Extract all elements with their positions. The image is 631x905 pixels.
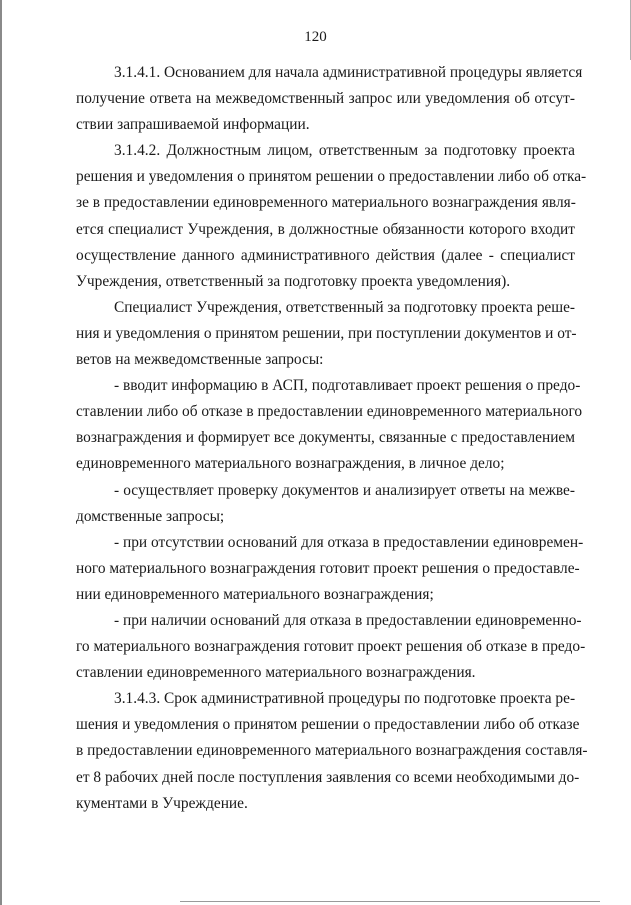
paragraph-p-bullet-4 <box>76 608 586 686</box>
text-line: нии единовременного материального вознаграждения; <box>76 585 434 603</box>
text-line: ется специалист Учреждения, в должностные обязанности которого входит <box>76 220 575 238</box>
text-line: кументами в Учреждение. <box>76 794 248 812</box>
paragraph-p-3-1-4-1 <box>76 60 583 138</box>
text-line: - осуществляет проверку документов и анализирует ответы на межве- <box>114 481 575 499</box>
text-line: получение ответа на межведомственный запрос или уведомления об отсут- <box>76 90 575 108</box>
text-line: 3.1.4.1. Основанием для начала административной процедуры является <box>114 64 583 81</box>
scan-bottom-edge <box>180 901 600 902</box>
document-body <box>76 60 588 817</box>
text-line: Учреждения, ответственный за подготовку проекта уведомления). <box>76 272 511 290</box>
text-line: решения и уведомления о принятом решении о предоставлении либо об отка- <box>76 168 587 186</box>
text-line: домственные запросы; <box>76 507 225 525</box>
text-line: ного материального вознаграждения готовит проект решения о предоставле- <box>76 559 580 577</box>
text-line: осуществление данного административного действия (далее - специалист <box>76 246 575 264</box>
page-number: 120 <box>304 29 327 45</box>
paragraph-p-3-1-4-2 <box>76 138 587 295</box>
text-line: ет 8 рабочих дней после поступления заявления со всеми необходимыми до- <box>76 768 580 786</box>
text-line: ставлении либо об отказе в предоставлении единовременного материального <box>76 403 583 421</box>
text-line: вознаграждения и формирует все документы, связанные с предоставлением <box>76 429 575 447</box>
text-line: 3.1.4.2. Должностным лицом, ответственным за подготовку проекта <box>114 142 575 160</box>
paragraph-p-bullet-3 <box>76 530 584 608</box>
text-line: ствии запрашиваемой информации. <box>76 116 310 134</box>
text-line: единовременного материального вознаграждения, в личное дело; <box>76 455 505 473</box>
paragraph-p-specialist <box>76 295 575 373</box>
paragraph-p-bullet-1 <box>76 373 583 477</box>
text-line: - при отсутствии оснований для отказа в предоставлении единовремен- <box>114 533 584 551</box>
text-line: Специалист Учреждения, ответственный за подготовку проекта реше- <box>114 298 576 316</box>
scan-left-edge <box>0 0 2 905</box>
text-line: зе в предоставлении единовременного материального вознаграждения явля- <box>76 194 576 212</box>
paragraph-p-3-1-4-3 <box>76 686 588 816</box>
text-line: в предоставлении единовременного материального вознаграждения составля- <box>76 742 588 760</box>
text-line: ния и уведомления о принятом решении, при поступлении документов и от- <box>76 324 577 342</box>
text-line: ветов на межведомственные запросы: <box>76 351 324 369</box>
text-line: 3.1.4.3. Срок административной процедуры по подготовке проекта ре- <box>114 690 576 708</box>
text-line: го материального вознаграждения готовит проект решения об отказе в предо- <box>76 638 586 656</box>
paragraph-p-bullet-2 <box>76 478 575 530</box>
text-line: ставлении единовременного материального вознаграждения. <box>76 664 476 682</box>
text-line: шения и уведомления о принятом решении о предоставлении либо об отказе <box>76 716 580 734</box>
text-line: - вводит информацию в АСП, подготавливает проект решения о предо- <box>114 377 581 395</box>
text-line: - при наличии оснований для отказа в предоставлении единовременно- <box>114 611 582 629</box>
